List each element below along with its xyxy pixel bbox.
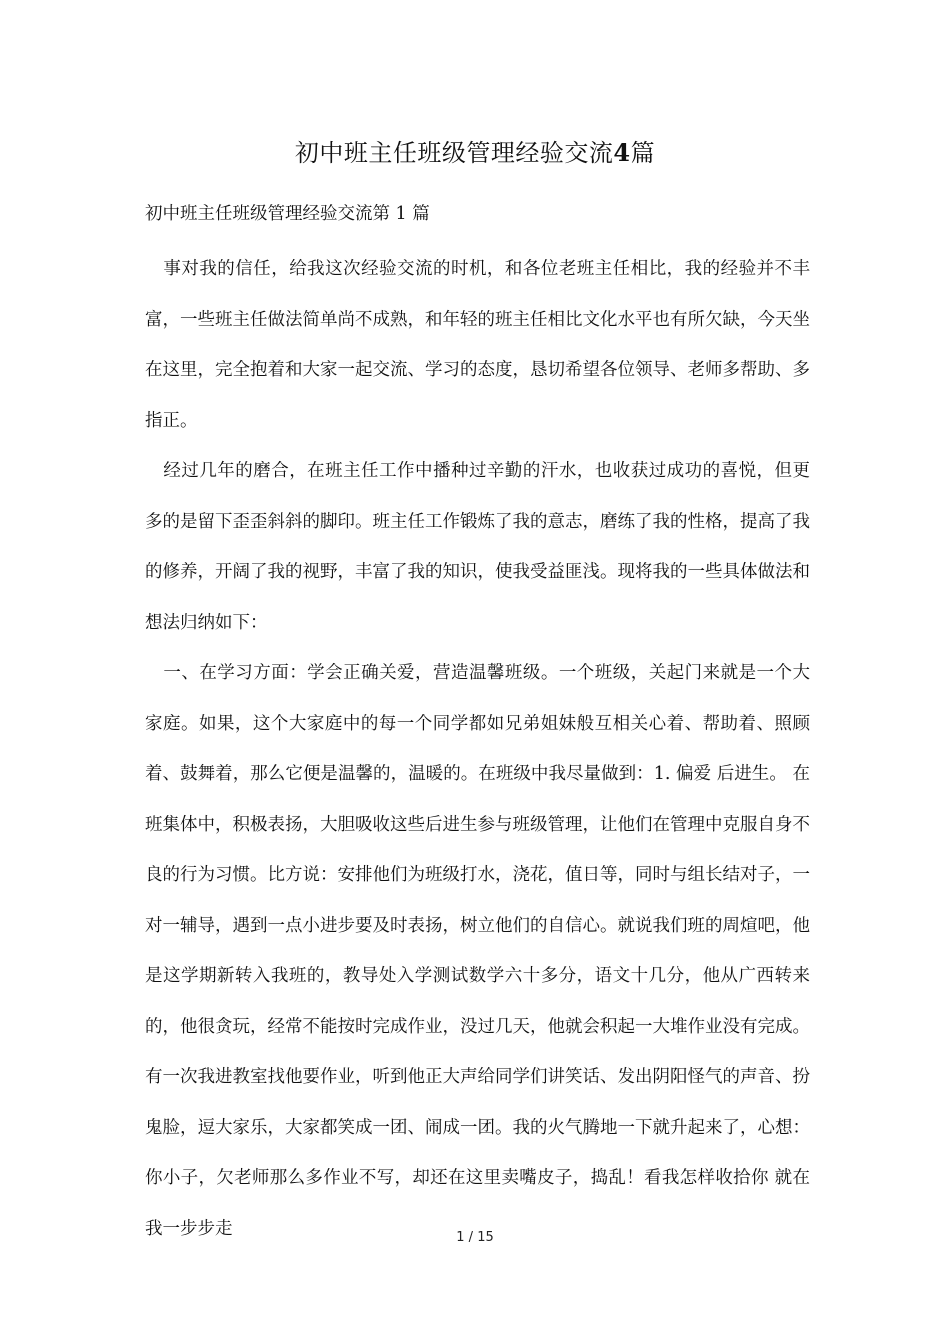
title-prefix: 初中班主任班级管理经验交流 — [294, 139, 614, 167]
title-suffix: 篇 — [630, 139, 656, 167]
document-title — [0, 134, 950, 172]
paragraph-1: 事对我的信任，给我这次经验交流的时机，和各位老班主任相比，我的经验并不丰富，一些班主任做法简单尚不成熟，和年轻的班主任相比文化水平也有所欠缺，今天坐在这里，完全抱着和大家一起交流、学习的态度，恳切希望各位领导、老师多帮助、多指正。 — [145, 259, 810, 431]
page-total: 15 — [477, 1230, 494, 1245]
page-current: 1 — [456, 1230, 465, 1245]
page-number — [0, 1228, 950, 1248]
page-separator: / — [468, 1230, 474, 1245]
section-heading: 初中班主任班级管理经验交流第 1 篇 — [145, 204, 430, 224]
title-number: 4 — [613, 138, 631, 167]
paragraph-2: 经过几年的磨合，在班主任工作中播种过辛勤的汗水，也收获过成功的喜悦，但更多的是留下歪歪斜斜的脚印。班主任工作锻炼了我的意志，磨练了我的性格，提高了我的修养，开阔了我的视野，丰富了我的知识，使我受益匪浅。现将我的一些具体做法和想法归纳如下： — [145, 461, 810, 633]
paragraph-3: 一、在学习方面：学会正确关爱，营造温馨班级。一个班级，关起门来就是一个大家庭。如果，这个大家庭中的每一个同学都如兄弟姐妹般互相关心着、帮助着、照顾着、鼓舞着，那么它便是温馨的，温暖的。在班级中我尽量做到：1. 偏爱 后进生。 在班集体中，积极表扬，大胆吸收这些后进生参与班级管理，让他们在管理中克服自身不良的行为习惯。比方说：安排他们为班级打水，浇花，值日等，同时与组长结对子，一对一辅导，遇到一点小进步要及时表扬，树立他们的自信心。就说我们班的周煊吧，他是这学期新转入我班的，教导处入学测试数学六十多分，语文十几分，他从广西转来的，他很贪玩，经常不能按时完成作业，没过几天，他就会积起一大堆作业没有完成。有一次我进教室找他要作业，听到他正大声给同学们讲笑话、发出阴阳怪气的声音、扮鬼脸，逗大家乐，大家都笑成一团、闹成一团。我的火气腾地一下就升起来了，心想： 你小子，欠老师那么多作业不写，却还在这里卖嘴皮子，捣乱！看我怎样收拾你 就在我一步步走 — [145, 663, 810, 1239]
document-body — [145, 244, 810, 1254]
